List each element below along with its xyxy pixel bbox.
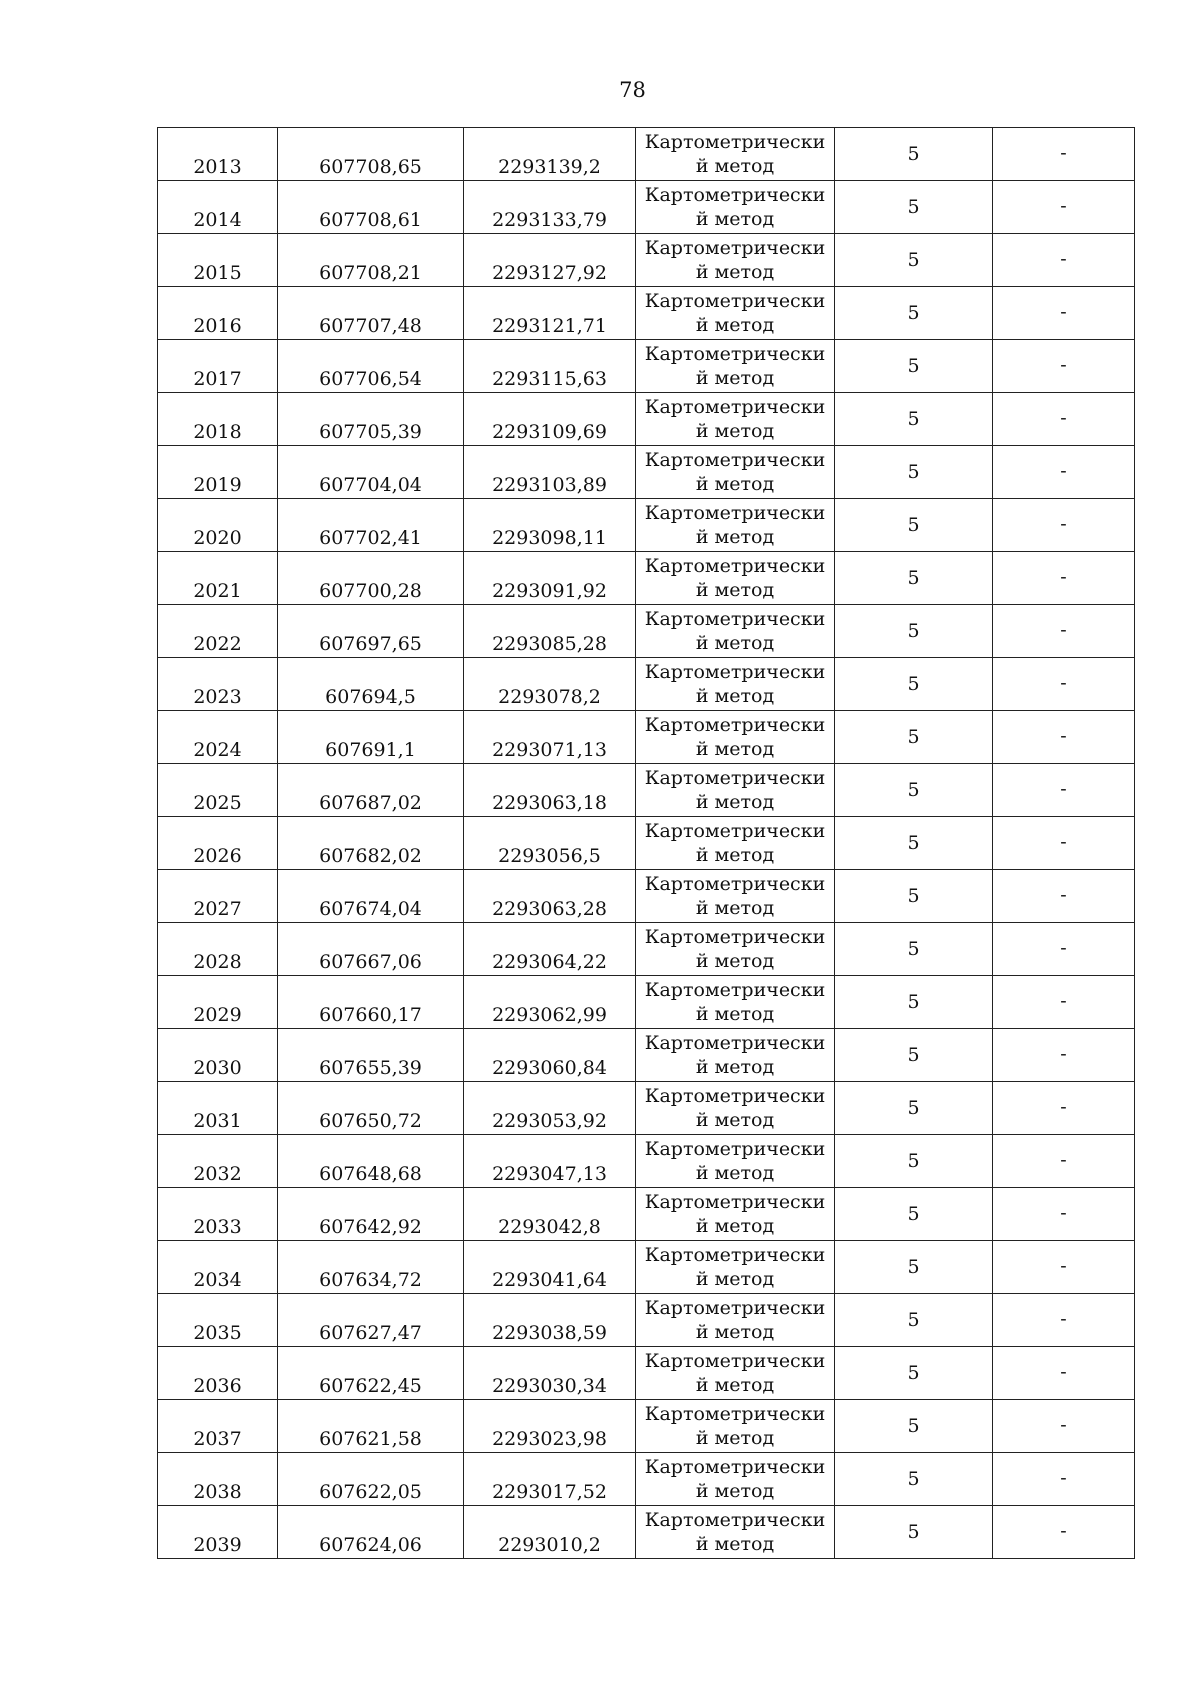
y-coordinate-cell: 2293047,13 (464, 1135, 636, 1188)
y-coordinate-cell: 2293042,8 (464, 1188, 636, 1241)
table-row (158, 1400, 1135, 1453)
y-coordinate-cell: 2293071,13 (464, 711, 636, 764)
y-coordinate-cell: 2293091,92 (464, 552, 636, 605)
note-cell (993, 446, 1135, 499)
accuracy-cell: 5 (835, 605, 993, 658)
accuracy-cell: 5 (835, 1135, 993, 1188)
accuracy-cell: 5 (835, 181, 993, 234)
x-coordinate-cell: 607622,45 (278, 1347, 464, 1400)
note-dash: - (1060, 460, 1067, 482)
point-number-cell: 2017 (158, 340, 278, 393)
method-line-1: Картометрически (644, 290, 826, 312)
point-number-cell: 2029 (158, 976, 278, 1029)
method-cell (636, 764, 835, 817)
note-dash: - (1060, 248, 1067, 270)
y-coordinate-cell: 2293023,98 (464, 1400, 636, 1453)
x-coordinate-cell: 607634,72 (278, 1241, 464, 1294)
method-line-1: Картометрически (644, 714, 826, 736)
method-cell (636, 1135, 835, 1188)
table-row (158, 181, 1135, 234)
accuracy-cell: 5 (835, 764, 993, 817)
method-cell (636, 1241, 835, 1294)
point-number-cell: 2034 (158, 1241, 278, 1294)
note-dash: - (1060, 1202, 1067, 1224)
y-coordinate-cell: 2293109,69 (464, 393, 636, 446)
method-cell (636, 1029, 835, 1082)
note-cell (993, 1188, 1135, 1241)
accuracy-cell: 5 (835, 711, 993, 764)
method-cell (636, 128, 835, 181)
point-number-cell: 2030 (158, 1029, 278, 1082)
y-coordinate-cell: 2293064,22 (464, 923, 636, 976)
table-row (158, 234, 1135, 287)
table-row (158, 1135, 1135, 1188)
point-number-cell: 2035 (158, 1294, 278, 1347)
method-line-2: й метод (695, 632, 775, 654)
note-cell (993, 605, 1135, 658)
point-number-cell: 2036 (158, 1347, 278, 1400)
method-line-2: й метод (695, 420, 775, 442)
point-number-cell: 2023 (158, 658, 278, 711)
point-number-cell: 2015 (158, 234, 278, 287)
method-cell (636, 1082, 835, 1135)
note-cell (993, 1506, 1135, 1559)
table-row (158, 658, 1135, 711)
x-coordinate-cell: 607655,39 (278, 1029, 464, 1082)
method-line-1: Картометрически (644, 608, 826, 630)
method-line-2: й метод (695, 261, 775, 283)
point-number-cell: 2026 (158, 817, 278, 870)
note-cell (993, 128, 1135, 181)
y-coordinate-cell: 2293078,2 (464, 658, 636, 711)
x-coordinate-cell: 607707,48 (278, 287, 464, 340)
point-number-cell: 2024 (158, 711, 278, 764)
accuracy-cell: 5 (835, 870, 993, 923)
x-coordinate-cell: 607627,47 (278, 1294, 464, 1347)
x-coordinate-cell: 607650,72 (278, 1082, 464, 1135)
method-cell (636, 1506, 835, 1559)
y-coordinate-cell: 2293056,5 (464, 817, 636, 870)
note-dash: - (1060, 1414, 1067, 1436)
note-cell (993, 1347, 1135, 1400)
method-cell (636, 711, 835, 764)
table-row (158, 923, 1135, 976)
accuracy-cell: 5 (835, 1453, 993, 1506)
method-line-1: Картометрически (644, 1244, 826, 1266)
note-cell (993, 976, 1135, 1029)
note-dash: - (1060, 990, 1067, 1012)
point-number-cell: 2038 (158, 1453, 278, 1506)
accuracy-cell: 5 (835, 1188, 993, 1241)
x-coordinate-cell: 607708,21 (278, 234, 464, 287)
table-row (158, 287, 1135, 340)
method-line-1: Картометрически (644, 820, 826, 842)
note-cell (993, 1029, 1135, 1082)
note-dash: - (1060, 672, 1067, 694)
table-row (158, 1294, 1135, 1347)
point-number-cell: 2022 (158, 605, 278, 658)
y-coordinate-cell: 2293053,92 (464, 1082, 636, 1135)
method-line-2: й метод (695, 1268, 775, 1290)
method-line-1: Картометрически (644, 1456, 826, 1478)
method-line-1: Картометрически (644, 979, 826, 1001)
accuracy-cell: 5 (835, 446, 993, 499)
method-line-2: й метод (695, 844, 775, 866)
table-row (158, 446, 1135, 499)
table-row (158, 552, 1135, 605)
method-cell (636, 287, 835, 340)
coordinates-table (157, 127, 1135, 1559)
table-row (158, 605, 1135, 658)
method-line-1: Картометрически (644, 1085, 826, 1107)
point-number-cell: 2020 (158, 499, 278, 552)
note-cell (993, 1241, 1135, 1294)
table-row (158, 1241, 1135, 1294)
table-body (158, 128, 1135, 1559)
x-coordinate-cell: 607621,58 (278, 1400, 464, 1453)
table-row (158, 1188, 1135, 1241)
method-line-1: Картометрически (644, 1403, 826, 1425)
method-line-2: й метод (695, 367, 775, 389)
table-row (158, 1029, 1135, 1082)
method-line-1: Картометрически (644, 1297, 826, 1319)
note-cell (993, 923, 1135, 976)
point-number-cell: 2037 (158, 1400, 278, 1453)
x-coordinate-cell: 607706,54 (278, 340, 464, 393)
x-coordinate-cell: 607642,92 (278, 1188, 464, 1241)
method-cell (636, 340, 835, 393)
x-coordinate-cell: 607704,04 (278, 446, 464, 499)
method-cell (636, 552, 835, 605)
note-dash: - (1060, 937, 1067, 959)
method-line-1: Картометрически (644, 873, 826, 895)
method-cell (636, 181, 835, 234)
method-line-1: Картометрически (644, 449, 826, 471)
table-row (158, 499, 1135, 552)
y-coordinate-cell: 2293017,52 (464, 1453, 636, 1506)
y-coordinate-cell: 2293115,63 (464, 340, 636, 393)
note-cell (993, 499, 1135, 552)
note-cell (993, 287, 1135, 340)
table-row (158, 764, 1135, 817)
method-line-2: й метод (695, 1427, 775, 1449)
method-cell (636, 817, 835, 870)
table-row (158, 1347, 1135, 1400)
point-number-cell: 2033 (158, 1188, 278, 1241)
method-line-2: й метод (695, 473, 775, 495)
method-line-2: й метод (695, 314, 775, 336)
note-dash: - (1060, 1096, 1067, 1118)
method-line-2: й метод (695, 1056, 775, 1078)
y-coordinate-cell: 2293085,28 (464, 605, 636, 658)
accuracy-cell: 5 (835, 817, 993, 870)
note-dash: - (1060, 778, 1067, 800)
y-coordinate-cell: 2293063,28 (464, 870, 636, 923)
method-line-2: й метод (695, 1321, 775, 1343)
x-coordinate-cell: 607624,06 (278, 1506, 464, 1559)
method-line-1: Картометрически (644, 1509, 826, 1531)
note-dash: - (1060, 1361, 1067, 1383)
point-number-cell: 2032 (158, 1135, 278, 1188)
method-line-2: й метод (695, 897, 775, 919)
point-number-cell: 2028 (158, 923, 278, 976)
note-dash: - (1060, 354, 1067, 376)
accuracy-cell: 5 (835, 287, 993, 340)
note-dash: - (1060, 831, 1067, 853)
x-coordinate-cell: 607702,41 (278, 499, 464, 552)
method-line-1: Картометрически (644, 1138, 826, 1160)
point-number-cell: 2031 (158, 1082, 278, 1135)
method-line-2: й метод (695, 1215, 775, 1237)
table-row (158, 976, 1135, 1029)
accuracy-cell: 5 (835, 976, 993, 1029)
y-coordinate-cell: 2293010,2 (464, 1506, 636, 1559)
note-dash: - (1060, 619, 1067, 641)
method-line-1: Картометрически (644, 555, 826, 577)
point-number-cell: 2016 (158, 287, 278, 340)
note-dash: - (1060, 1043, 1067, 1065)
note-dash: - (1060, 725, 1067, 747)
note-cell (993, 552, 1135, 605)
method-line-2: й метод (695, 738, 775, 760)
note-dash: - (1060, 1467, 1067, 1489)
table-row (158, 870, 1135, 923)
accuracy-cell: 5 (835, 1029, 993, 1082)
y-coordinate-cell: 2293062,99 (464, 976, 636, 1029)
note-cell (993, 711, 1135, 764)
method-line-2: й метод (695, 1003, 775, 1025)
x-coordinate-cell: 607705,39 (278, 393, 464, 446)
accuracy-cell: 5 (835, 1241, 993, 1294)
note-dash: - (1060, 513, 1067, 535)
method-line-2: й метод (695, 526, 775, 548)
note-dash: - (1060, 1255, 1067, 1277)
x-coordinate-cell: 607622,05 (278, 1453, 464, 1506)
y-coordinate-cell: 2293060,84 (464, 1029, 636, 1082)
note-cell (993, 764, 1135, 817)
method-cell (636, 870, 835, 923)
x-coordinate-cell: 607700,28 (278, 552, 464, 605)
note-dash: - (1060, 195, 1067, 217)
note-cell (993, 870, 1135, 923)
accuracy-cell: 5 (835, 658, 993, 711)
method-line-2: й метод (695, 950, 775, 972)
point-number-cell: 2039 (158, 1506, 278, 1559)
note-cell (993, 1082, 1135, 1135)
note-dash: - (1060, 1149, 1067, 1171)
method-cell (636, 1453, 835, 1506)
point-number-cell: 2018 (158, 393, 278, 446)
page-number: 78 (619, 78, 646, 102)
x-coordinate-cell: 607691,1 (278, 711, 464, 764)
method-cell (636, 1294, 835, 1347)
note-cell (993, 393, 1135, 446)
method-cell (636, 446, 835, 499)
method-line-1: Картометрически (644, 343, 826, 365)
method-cell (636, 605, 835, 658)
accuracy-cell: 5 (835, 1294, 993, 1347)
method-line-1: Картометрически (644, 237, 826, 259)
accuracy-cell: 5 (835, 128, 993, 181)
accuracy-cell: 5 (835, 552, 993, 605)
x-coordinate-cell: 607667,06 (278, 923, 464, 976)
x-coordinate-cell: 607694,5 (278, 658, 464, 711)
method-line-2: й метод (695, 579, 775, 601)
method-cell (636, 923, 835, 976)
method-cell (636, 1188, 835, 1241)
point-number-cell: 2019 (158, 446, 278, 499)
table-row (158, 711, 1135, 764)
x-coordinate-cell: 607674,04 (278, 870, 464, 923)
method-line-2: й метод (695, 208, 775, 230)
method-line-1: Картометрически (644, 502, 826, 524)
y-coordinate-cell: 2293139,2 (464, 128, 636, 181)
table-row (158, 1506, 1135, 1559)
table-row (158, 1082, 1135, 1135)
accuracy-cell: 5 (835, 923, 993, 976)
note-cell (993, 817, 1135, 870)
accuracy-cell: 5 (835, 340, 993, 393)
x-coordinate-cell: 607687,02 (278, 764, 464, 817)
x-coordinate-cell: 607708,65 (278, 128, 464, 181)
method-line-1: Картометрически (644, 1032, 826, 1054)
method-line-1: Картометрически (644, 1191, 826, 1213)
y-coordinate-cell: 2293098,11 (464, 499, 636, 552)
method-line-1: Картометрически (644, 396, 826, 418)
note-dash: - (1060, 142, 1067, 164)
accuracy-cell: 5 (835, 1082, 993, 1135)
table-row (158, 1453, 1135, 1506)
method-line-2: й метод (695, 1374, 775, 1396)
note-cell (993, 658, 1135, 711)
note-cell (993, 181, 1135, 234)
note-dash: - (1060, 1520, 1067, 1542)
y-coordinate-cell: 2293030,34 (464, 1347, 636, 1400)
accuracy-cell: 5 (835, 1506, 993, 1559)
x-coordinate-cell: 607660,17 (278, 976, 464, 1029)
y-coordinate-cell: 2293133,79 (464, 181, 636, 234)
table-row (158, 817, 1135, 870)
method-line-1: Картометрически (644, 661, 826, 683)
y-coordinate-cell: 2293041,64 (464, 1241, 636, 1294)
x-coordinate-cell: 607648,68 (278, 1135, 464, 1188)
method-line-2: й метод (695, 1533, 775, 1555)
method-line-2: й метод (695, 791, 775, 813)
table-row (158, 393, 1135, 446)
note-dash: - (1060, 1308, 1067, 1330)
x-coordinate-cell: 607682,02 (278, 817, 464, 870)
point-number-cell: 2013 (158, 128, 278, 181)
note-cell (993, 1135, 1135, 1188)
note-dash: - (1060, 407, 1067, 429)
method-line-1: Картометрически (644, 1350, 826, 1372)
accuracy-cell: 5 (835, 234, 993, 287)
method-cell (636, 1347, 835, 1400)
method-line-2: й метод (695, 1109, 775, 1131)
method-cell (636, 658, 835, 711)
y-coordinate-cell: 2293038,59 (464, 1294, 636, 1347)
method-line-1: Картометрически (644, 184, 826, 206)
y-coordinate-cell: 2293127,92 (464, 234, 636, 287)
method-cell (636, 1400, 835, 1453)
table-row (158, 128, 1135, 181)
note-dash: - (1060, 301, 1067, 323)
x-coordinate-cell: 607708,61 (278, 181, 464, 234)
x-coordinate-cell: 607697,65 (278, 605, 464, 658)
accuracy-cell: 5 (835, 1400, 993, 1453)
method-cell (636, 393, 835, 446)
accuracy-cell: 5 (835, 499, 993, 552)
y-coordinate-cell: 2293103,89 (464, 446, 636, 499)
note-dash: - (1060, 884, 1067, 906)
point-number-cell: 2025 (158, 764, 278, 817)
method-line-2: й метод (695, 685, 775, 707)
point-number-cell: 2021 (158, 552, 278, 605)
method-cell (636, 234, 835, 287)
method-line-2: й метод (695, 155, 775, 177)
point-number-cell: 2027 (158, 870, 278, 923)
note-dash: - (1060, 566, 1067, 588)
point-number-cell: 2014 (158, 181, 278, 234)
method-cell (636, 499, 835, 552)
method-line-2: й метод (695, 1162, 775, 1184)
method-cell (636, 976, 835, 1029)
accuracy-cell: 5 (835, 1347, 993, 1400)
note-cell (993, 340, 1135, 393)
y-coordinate-cell: 2293063,18 (464, 764, 636, 817)
method-line-1: Картометрически (644, 926, 826, 948)
note-cell (993, 1453, 1135, 1506)
method-line-2: й метод (695, 1480, 775, 1502)
y-coordinate-cell: 2293121,71 (464, 287, 636, 340)
method-line-1: Картометрически (644, 767, 826, 789)
table-row (158, 340, 1135, 393)
method-line-1: Картометрически (644, 131, 826, 153)
note-cell (993, 1400, 1135, 1453)
note-cell (993, 1294, 1135, 1347)
note-cell (993, 234, 1135, 287)
accuracy-cell: 5 (835, 393, 993, 446)
